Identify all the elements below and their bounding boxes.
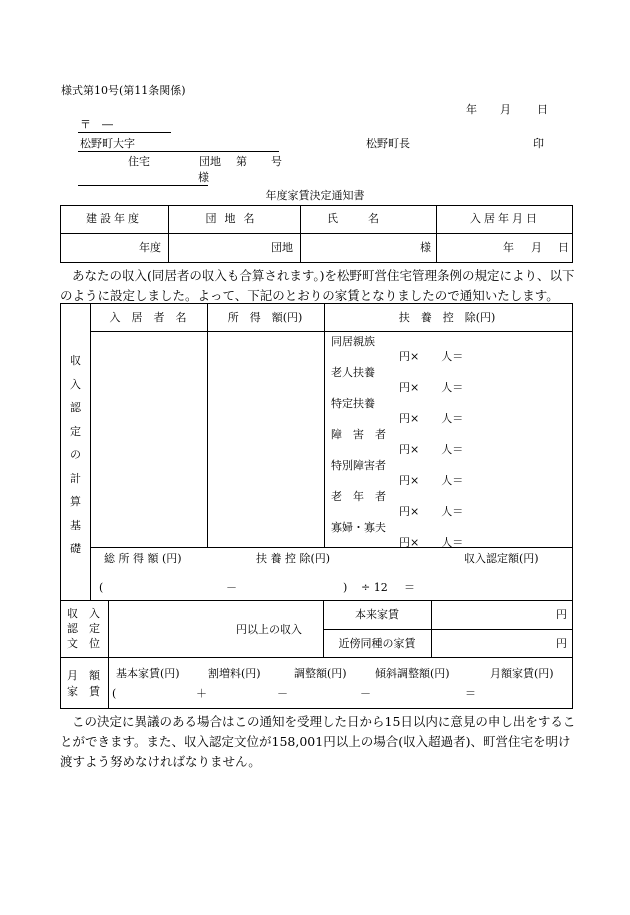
rent-header-base: 基本家賃(円) <box>116 667 180 680</box>
deduction-formula: 円× 人＝ <box>399 412 464 425</box>
rent-formula-equals: ＝ <box>465 687 476 700</box>
intro-paragraph: あなたの収入(同居者の収入も合算されます。)を松野町営住宅管理条例の規定により、以下のように設定しました。よって、下記のとおりの家賃となりましたので通知いたします。 <box>60 268 575 303</box>
date-day: 日 <box>537 103 548 116</box>
cell-year-suffix: 年度 <box>139 241 161 254</box>
nearby-rent-label: 近傍同種の家賃 <box>338 637 416 650</box>
formula-close: ) <box>343 581 348 594</box>
header-deduction: 扶 養 控 除(円) <box>398 311 496 324</box>
calc-side-label: 収 入 認 定 の 計 算 基 礎 <box>70 354 81 555</box>
deduction-formula: 円× 人＝ <box>399 443 464 456</box>
rank-income-text: 円以上の収入 <box>236 623 302 636</box>
deduction-label: 特定扶養 <box>331 397 375 410</box>
deduction-label: 寡婦・寡夫 <box>331 521 386 534</box>
housing-label: 住宅 <box>128 155 150 168</box>
rank-label: 収 入 認 定 文 位 <box>67 607 100 650</box>
deduction-label: 特別障害者 <box>331 459 386 472</box>
deduction-formula: 円× 人＝ <box>399 381 464 394</box>
footer-paragraph: この決定に異議のある場合はこの通知を受理した日から15日以内に意見の申し出をすることができます。また、収入認定文位が158,001円以上の場合(収入超過者)、町営住宅を明け渡すよう努めなければなりません。 <box>60 714 576 769</box>
rent-formula-open: ( <box>112 687 117 700</box>
deduction-label: 同居親族 <box>331 335 375 348</box>
base-rent-label: 本来家賃 <box>355 608 399 621</box>
rent-header-adjust: 調整額(円) <box>294 667 347 680</box>
header-resident-name: 入 居 者 名 <box>109 311 187 324</box>
deduction-formula: 円× 人＝ <box>399 505 464 518</box>
rent-formula-plus: ＋ <box>196 687 207 700</box>
rent-header-monthly: 月額家賃(円) <box>490 667 554 680</box>
header-build-year: 建設年度 <box>86 212 142 225</box>
cell-date-year: 年 <box>503 241 514 254</box>
rent-header-slope: 傾斜調整額(円) <box>375 667 450 680</box>
go-label: 号 <box>271 155 282 168</box>
deduction-label: 障 害 者 <box>331 428 386 441</box>
nearby-rent-unit: 円 <box>556 637 567 650</box>
deduction-label: 老 年 者 <box>331 490 386 503</box>
total-income-header: 総 所 得 額 (円) <box>104 552 182 565</box>
certified-income-header: 収入認定額(円) <box>464 552 539 565</box>
town-underline <box>78 151 279 152</box>
header-name: 氏名 <box>327 212 409 225</box>
info-table-divider <box>60 233 573 234</box>
cell-danchi-suffix: 団地 <box>271 241 293 254</box>
formula-equals: ＝ <box>404 581 415 594</box>
postal-underline <box>78 132 171 133</box>
rent-formula-minus1: － <box>277 687 288 700</box>
header-move-in-date: 入居年月日 <box>470 212 540 225</box>
danchi-label: 団地 <box>199 155 221 168</box>
deduction-label: 老人扶養 <box>331 366 375 379</box>
formula-open: ( <box>99 581 104 594</box>
seal-mark: 印 <box>533 137 544 150</box>
document-title: 年度家賃決定通知書 <box>265 189 365 202</box>
postal-code: 〒 ― <box>80 118 113 131</box>
dai-label: 第 <box>236 155 247 168</box>
rent-header-surcharge: 割増料(円) <box>208 667 261 680</box>
deduction-formula: 円× 人＝ <box>399 536 464 549</box>
total-deduction-header: 扶 養 控 除(円) <box>256 552 331 565</box>
name-underline <box>78 185 208 186</box>
deduction-formula: 円× 人＝ <box>399 474 464 487</box>
rent-formula-minus2: － <box>360 687 371 700</box>
town-name: 松野町大字 <box>80 137 135 150</box>
header-danchi: 団地名 <box>205 212 263 225</box>
rent-table <box>60 657 573 709</box>
rent-label: 月 額 家 賃 <box>67 669 100 698</box>
cell-name-suffix: 様 <box>420 241 431 254</box>
cell-date-day: 日 <box>558 241 569 254</box>
deduction-formula: 円× 人＝ <box>399 350 464 363</box>
formula-divide: ÷ 12 <box>361 581 388 594</box>
sama-label: 様 <box>198 171 209 184</box>
formula-minus: － <box>226 581 237 594</box>
form-number: 様式第10号(第11条関係) <box>61 84 186 97</box>
header-income: 所 得 額(円) <box>227 311 303 324</box>
base-rent-unit: 円 <box>556 608 567 621</box>
date-month: 月 <box>500 103 511 116</box>
issuer-name: 松野町長 <box>366 137 410 150</box>
cell-date-month: 月 <box>531 241 542 254</box>
date-year: 年 <box>466 103 477 116</box>
